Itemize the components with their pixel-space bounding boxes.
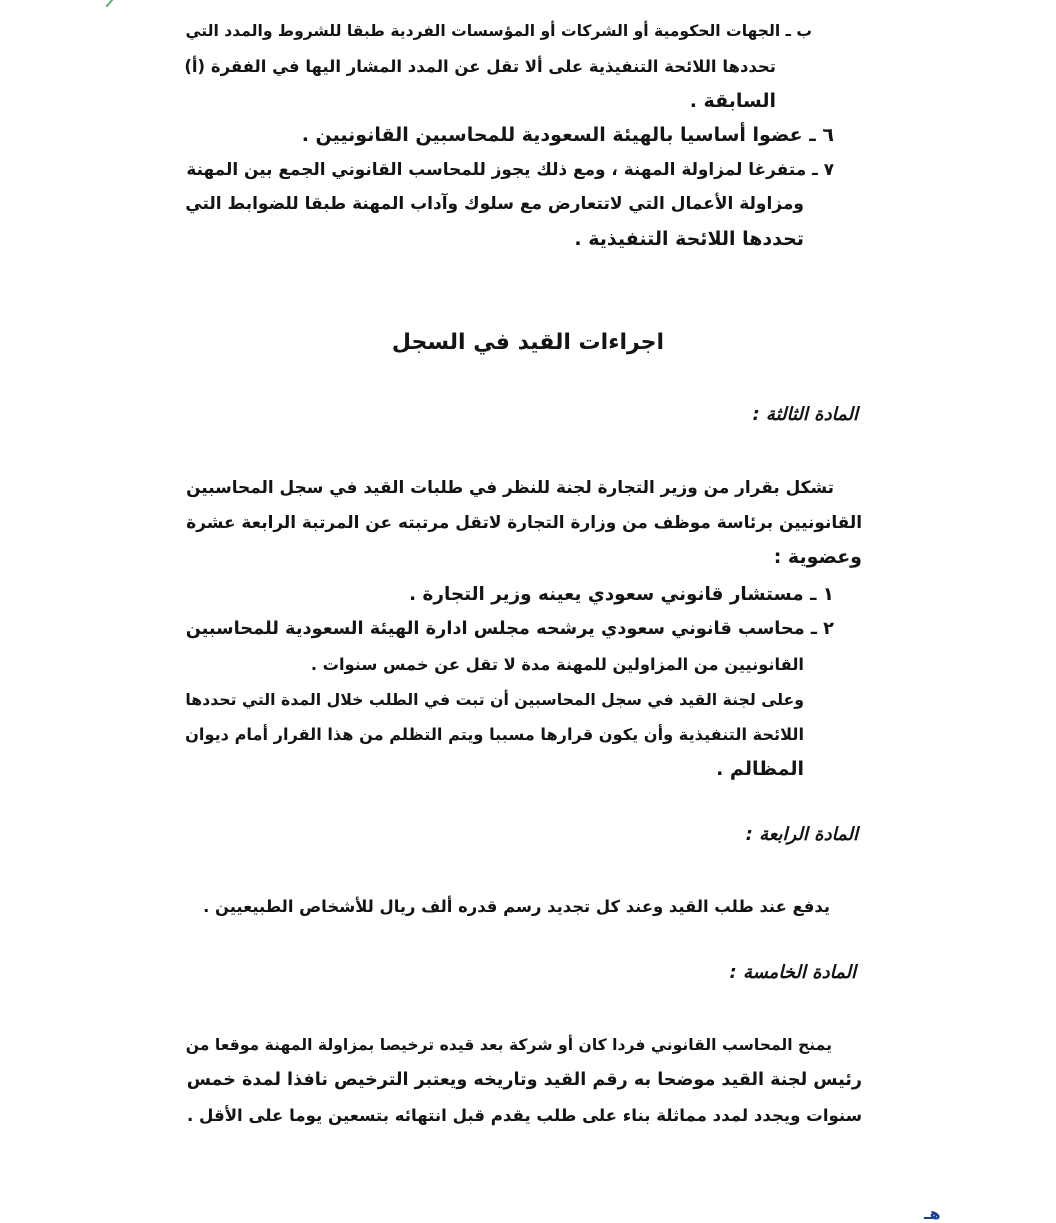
article-3-intro-line-1: تشكل بقرار من وزير التجارة لجنة للنظر في طلبات القيد في سجل المحاسبين [186,477,834,497]
article-4-heading: المادة الرابعة : [745,824,858,845]
article-5-text [172,1028,862,1133]
item-7 [172,152,834,187]
article-3-member-2-continuation [300,647,804,682]
section-title: اجراءات القيد في السجل [391,330,665,355]
article-3-member-1 [400,577,834,612]
item-7-continuation [172,187,804,257]
item-b-continuation [172,49,776,119]
item-b-line-2: تحددها اللائحة التنفيذية على ألا تقل عن المدد المشار اليها في الفقرة (أ) [184,57,776,76]
article-3-closing [172,682,804,787]
item-b-line-1: ب ـ الجهات الحكومية أو الشركات أو المؤسسات الفردية طبقا للشروط والمدد التي [185,22,812,40]
article-3-member-1-line: ١ ـ مستشار قانوني سعودي يعينه وزير التجارة . [409,584,834,605]
article-4-text [190,889,830,924]
item-7-line-1: ٧ ـ متفرغا لمزاولة المهنة ، ومع ذلك يجوز للمحاسب القانوني الجمع بين المهنة [186,159,834,179]
item-6 [300,118,834,153]
article-5-text-line-3: سنوات ويجدد لمدد مماثلة بناء على طلب يقدم قبل انتهائه بتسعين يوما على الأقل . [186,1106,862,1125]
check-mark-icon [96,0,113,7]
article-3-closing-line-3: المظالم . [716,758,804,780]
item-6-line: ٦ ـ عضوا أساسيا بالهيئة السعودية للمحاسبين القانونيين . [301,124,834,146]
page-marker: هـ [924,1204,941,1223]
article-4-text-line: يدفع عند طلب القيد وعند كل تجديد رسم قدره ألف ريال للأشخاص الطبيعيين . [203,897,830,916]
article-3-heading: المادة الثالثة : [752,404,858,425]
article-3-intro-line-3: وعضوية : [773,546,862,568]
article-3-member-2 [172,612,834,647]
article-3-intro [172,470,862,575]
article-3-closing-line-2: اللائحة التنفيذية وأن يكون قرارها مسببا ويتم التظلم من هذا القرار أمام ديوان [185,725,804,744]
article-5-heading: المادة الخامسة : [729,962,856,983]
article-5-text-line-2: رئيس لجنة القيد موضحا به رقم القيد وتاريخه ويعتبر الترخيص نافذا لمدة خمس [186,1070,862,1090]
article-5-text-line-1: يمنح المحاسب القانوني فردا كان أو شركة بعد قيده ترخيصا بمزاولة المهنة موقعا من [185,1036,832,1054]
item-b [172,14,812,49]
article-3-intro-line-2: القانونيين برئاسة موظف من وزارة التجارة لاتقل مرتبته عن المرتبة الرابعة عشرة [186,512,862,532]
article-3-member-2-line-1: ٢ ـ محاسب قانوني سعودي يرشحه مجلس ادارة الهيئة السعودية للمحاسبين [185,619,834,639]
article-3-member-2-line-2: القانونيين من المزاولين للمهنة مدة لا تقل عن خمس سنوات . [310,655,804,674]
article-3-closing-line-1: وعلى لجنة القيد في سجل المحاسبين أن تبت في الطلب خلال المدة التي تحددها [185,690,804,709]
item-b-line-3: السابقة . [689,90,776,112]
item-7-line-3: تحددها اللائحة التنفيذية . [574,228,804,250]
item-7-line-2: ومزاولة الأعمال التي لاتتعارض مع سلوك وآداب المهنة طبقا للضوابط التي [185,194,804,214]
